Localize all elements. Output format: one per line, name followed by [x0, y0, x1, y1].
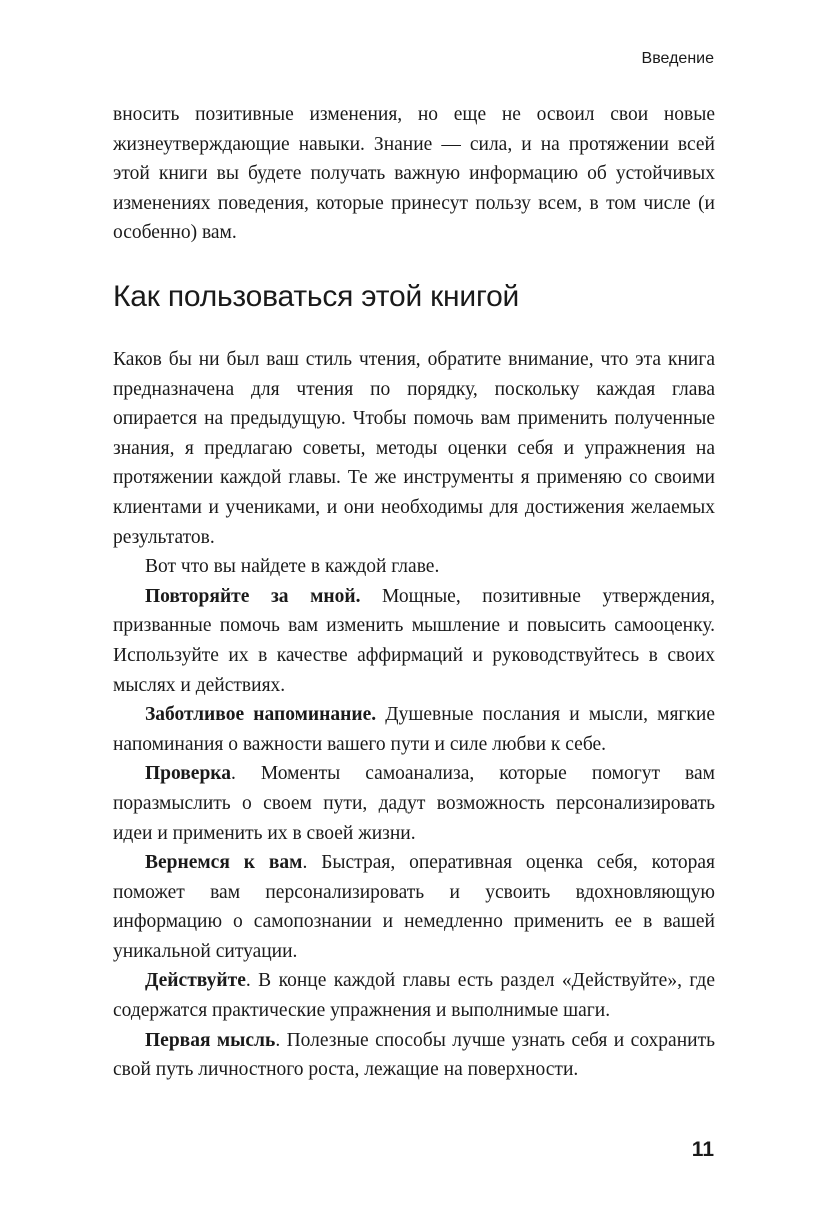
running-head: Введение: [641, 50, 714, 67]
feature-description: Душевные послания и мысли, мягкие напоминания о важности вашего пути и силе любви к себе.: [113, 704, 715, 755]
feature-term: Заботливое напоминание.: [145, 704, 377, 726]
feature-paragraph: [113, 700, 715, 759]
feature-paragraph: [113, 759, 715, 848]
feature-term: Повторяйте за мной.: [145, 585, 361, 607]
section-heading: Как пользоваться этой книгой: [113, 280, 520, 313]
list-intro: Вот что вы найдете в каждой главе.: [145, 556, 440, 578]
feature-description: . В конце каждой главы есть раздел «Действуйте», где содержатся практические упражнения и выполнимые шаги.: [113, 970, 715, 1022]
page-number: 11: [691, 1138, 714, 1161]
feature-description: . Быстрая, оперативная оценка себя, которая поможет вам персонализировать и усвоить вдохновляющую информацию о самопознании и немедленно применить ее в вашей уникальной ситуации.: [113, 852, 716, 962]
feature-paragraph: [113, 1026, 715, 1085]
feature-description: Мощные, позитивные утверждения, призванные помочь вам изменить мышление и повысить самооценку. Используйте их в качестве аффирмаций и руководствуйтесь в своих мыслях и действиях.: [113, 585, 715, 696]
feature-term: Вернемся к вам: [145, 852, 303, 874]
feature-paragraph: [113, 848, 715, 966]
feature-term: Действуйте: [145, 970, 246, 992]
feature-paragraph: [113, 582, 715, 700]
intro-text: [113, 100, 715, 248]
feature-term: Первая мысль: [145, 1029, 276, 1051]
intro-paragraph: вносить позитивные изменения, но еще не освоил свои новые жизнеутверждающие навыки. Знание — сила, и на протяжении всей этой книги вы будете получать важную информацию об устойчивых изменениях поведения, которые принесут пользу всем, в том числе (и особенно) вам.: [113, 104, 715, 244]
lead-paragraph: Каков бы ни был ваш стиль чтения, обратите внимание, что эта книга предназначена для чтения по порядку, поскольку каждая глава опирается на предыдущую. Чтобы помочь вам применить полученные знания, я предлагаю советы, методы оценки себя и упражнения на протяжении каждой главы. Те же инструменты я применяю со своими клиентами и учениками, и они необходимы для достижения желаемых результатов.: [113, 349, 715, 548]
section-body: [113, 345, 715, 1085]
feature-description: . Моменты самоанализа, которые помогут вам поразмыслить о своем пути, дадут возможность персонализировать идеи и применить их в своей жизни.: [113, 763, 715, 844]
feature-paragraph: [113, 966, 715, 1025]
feature-term: Проверка: [145, 763, 231, 785]
feature-description: . Полезные способы лучше узнать себя и сохранить свой путь личностного роста, лежащие на поверхности.: [113, 1029, 715, 1081]
